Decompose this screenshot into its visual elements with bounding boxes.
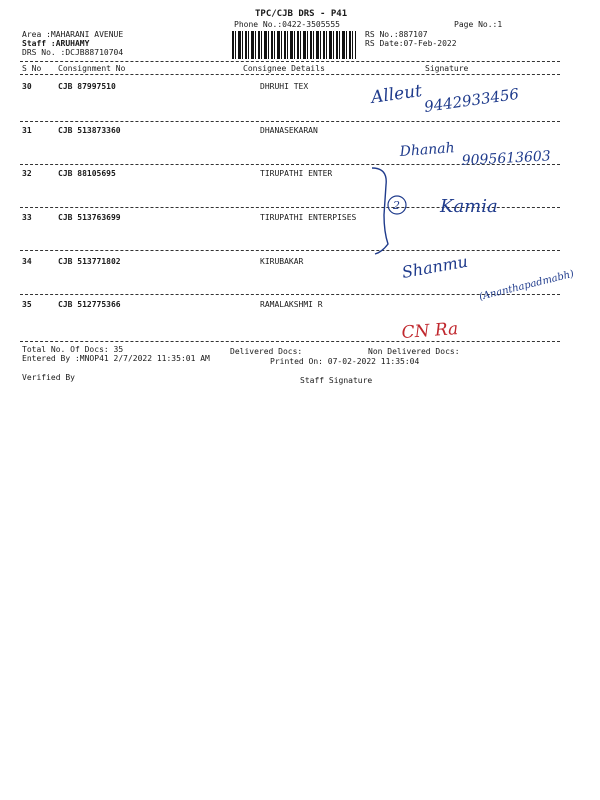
row-consignee: KIRUBAKAR: [260, 257, 304, 266]
row-s-no: 31: [22, 126, 32, 135]
bracket-mark: [372, 168, 388, 254]
row-consignee: TIRUPATHI ENTERPISES: [260, 213, 357, 222]
row-s-no: 34: [22, 257, 32, 266]
col-s-no: S No: [22, 64, 42, 73]
row-s-no: 33: [22, 213, 32, 222]
circled-number: 2: [393, 199, 400, 212]
row-consignee: DHANASEKARAN: [260, 126, 318, 135]
phone-row-31: 9095613603: [461, 148, 552, 169]
signature-row-30: Alleut: [369, 81, 424, 108]
row-consignee: RAMALAKSHMI R: [260, 300, 323, 309]
row-consignment: CJB 513763699: [58, 213, 121, 222]
row-s-no: 32: [22, 169, 32, 178]
row-consignee: DHRUHI TEX: [260, 82, 309, 91]
report-title: TPC/CJB DRS - P41: [255, 9, 348, 19]
signature-row-35: CN Ra: [400, 319, 459, 343]
signature-row-34: Shanmu: [400, 251, 470, 282]
note-row-34: (Ananthapadmabh): [478, 268, 576, 303]
signature-row-31: Dhanah: [399, 140, 456, 160]
delivered-docs: Delivered Docs:: [230, 347, 303, 356]
row-consignment: CJB 512775366: [58, 300, 121, 309]
row-consignment: CJB 88105695: [58, 169, 116, 178]
phone-number: Phone No.:0422-3505555: [234, 20, 340, 29]
verified-by: Verified By: [22, 373, 75, 382]
drs-number: DRS No. :DCJB88710704: [22, 48, 124, 57]
row-consignee: TIRUPATHI ENTER: [260, 169, 333, 178]
area-label: Area :MAHARANI AVENUE: [22, 30, 124, 39]
staff-signature-label: Staff Signature: [300, 376, 373, 385]
rs-number: RS No.:887107: [365, 30, 428, 39]
staff-label: Staff :ARUHAMY: [22, 39, 90, 48]
phone-row-30: 9442933456: [423, 84, 521, 116]
col-consignment: Consignment No: [58, 64, 126, 73]
entered-by: Entered By :MNOP41 2/7/2022 11:35:01 AM: [22, 354, 210, 363]
non-delivered-docs: Non Delivered Docs:: [368, 347, 460, 356]
rs-date: RS Date:07-Feb-2022: [365, 39, 457, 48]
row-consignment: CJB 513873360: [58, 126, 121, 135]
row-s-no: 35: [22, 300, 32, 309]
row-s-no: 30: [22, 82, 32, 91]
row-consignment: CJB 87997510: [58, 82, 116, 91]
page-number: Page No.:1: [454, 20, 503, 29]
row-consignment: CJB 513771802: [58, 257, 121, 266]
col-signature: Signature: [425, 64, 469, 73]
col-consignee: Consignee Details: [243, 64, 325, 73]
total-docs: Total No. Of Docs: 35: [22, 345, 124, 354]
signature-row-32-33: Kamia: [440, 196, 498, 217]
printed-on: Printed On: 07-02-2022 11:35:04: [270, 357, 420, 366]
